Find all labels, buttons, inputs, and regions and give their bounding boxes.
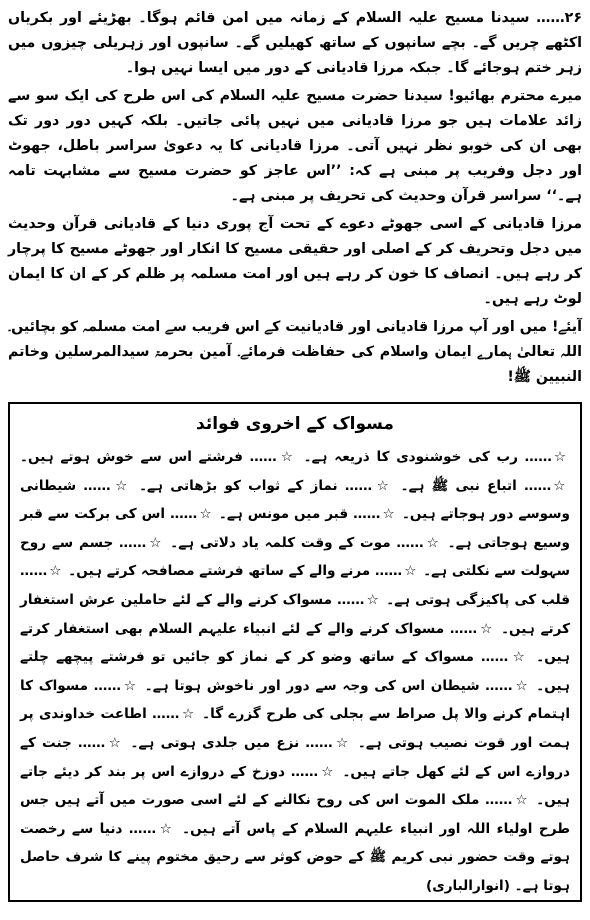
benefit-text: …… شیطان اس کی وجہ سے دور اور ناخوش ہوتا ہے۔ xyxy=(139,677,513,694)
benefit-text: …… موت کے وقت کلمہ یاد دلاتی ہے۔ xyxy=(164,534,424,551)
benefit-text: …… شیطانی وسوسے دور ہوجاتے ہیں۔ xyxy=(20,477,570,523)
paragraph-qadiani-claim: مرزا قادیانی کے اسی جھوٹے دعوے کے تحت آج پوری دنیا کے قادیانی قرآن وحدیث میں دجل وتحریف کر کے اصلی اور حقیقی مسیح کا انکار اور جھوٹے مسیح کا پرچار کر رہے ہیں۔ انصاف کا خون کر رہے ہیں اور امت مسلمہ پر ظلم کر کے ان کا ایمان لوٹ رہے ہیں۔ xyxy=(8,216,582,307)
benefit-text: …… ملک الموت اس کی روح نکالنے کے لئے اسی صورت میں آتے ہیں جس طرح اولیاء اللہ اور انبیاء علیہم السلام کے پاس آتے ہیں۔ xyxy=(20,792,570,837)
star-icon: ☆ xyxy=(374,477,392,494)
benefit-text: …… مسواک کرنے والے کے لئے انبیاء علیہم السلام بھی استغفار کرتے ہیں۔ xyxy=(20,620,570,666)
benefit-text: …… دنیا سے رخصت ہوتے وقت حضور نبی کریم ﷺ کے حوض کوثر سے رحیق مختوم پینے کا شرف حاصل ہوتا ہے۔ xyxy=(20,820,570,894)
star-icon: ☆ xyxy=(366,591,380,608)
benefit-text: …… مسواک کا اہتمام کرنے والا پل صراط سے بجلی کی طرح گزرے گا۔ xyxy=(20,677,570,723)
benefit-item xyxy=(393,478,570,494)
star-icon: ☆ xyxy=(320,763,335,780)
benefit-text: …… اتباع نبی ﷺ ہے۔ xyxy=(393,477,552,494)
star-icon: ☆ xyxy=(334,734,350,751)
miswak-benefits-box xyxy=(8,402,582,902)
star-icon: ☆ xyxy=(510,649,528,666)
star-icon: ☆ xyxy=(122,677,138,694)
benefit-item xyxy=(20,449,297,465)
benefit-text: …… قبر میں مونس ہے۔ xyxy=(213,506,381,523)
star-icon: ☆ xyxy=(404,563,417,580)
star-icon: ☆ xyxy=(514,677,529,694)
box-title: مسواک کے اخروی فوائد xyxy=(196,414,394,434)
star-icon: ☆ xyxy=(514,792,529,809)
star-icon: ☆ xyxy=(107,734,123,751)
star-icon: ☆ xyxy=(278,449,295,465)
star-icon: ☆ xyxy=(553,449,569,465)
star-icon: ☆ xyxy=(479,620,494,637)
star-icon: ☆ xyxy=(112,477,130,494)
benefit-text: …… نزع میں جلدی ہوتی ہے۔ xyxy=(124,734,333,751)
benefit-text: …… مسواک کرنے والے کے لئے حاملین عرش استغفار کرتے ہیں۔ xyxy=(20,591,570,637)
benefit-text: …… مسواک کے ساتھ وضو کر کے نماز کو جائیں تو فرشتے پیچھے چلتے ہیں۔ xyxy=(20,649,571,694)
benefits-list xyxy=(20,443,570,901)
star-icon: ☆ xyxy=(425,534,440,551)
paragraph-prayer: آیئے! میں اور آپ مرزا قادیانی اور قادیانیت کے اس فریب سے امت مسلمہ کو بچائیں۔ اللہ تعالیٰ ہمارے ایمان واسلام کی حفاظت فرمائے۔ آمین بحرمۃ سیدالمرسلین وخاتم النبیین ﷺ! xyxy=(8,319,582,385)
benefit-text: …… فرشتے اس سے خوش ہوتے ہیں۔ xyxy=(20,449,277,465)
paragraph-brothers: میرے محترم بھائیو! سیدنا حضرت مسیح علیہ السلام کی اس طرح کی ایک سو سے زائد علامات ہیں جو مرزا قادیانی میں نہیں پائی جاتیں۔ بلکہ کہیں دور دور تک بھی ان کی خوبو نظر نہیں آتی۔ مرزا قادیانی کا یہ دعویٰ سراسر باطل، جھوٹ اور دجل وفریب پر مبنی ہے کہ: ’’اس عاجز کو حضرت مسیح سے مشابہت تامہ ہے۔‘‘ سراسر قرآن وحدیث کی تحریف پر مبنی ہے۔ xyxy=(8,88,582,204)
point-26-text: سیدنا مسیح علیہ السلام کے زمانہ میں امن قائم ہوگا۔ بھڑیئے اور بکریاں اکٹھے چریں گے۔ بچے سانپوں کے ساتھ کھیلیں گے۔ سانپوں اور زہریلی چیزوں میں زہر ختم ہوجائے گا۔ جبکہ مرزا قادیانی کے دور میں ایسا نہیں ہوا۔ xyxy=(8,10,582,76)
benefit-text: …… جنت کے دروازے اس کے لئے کھل جاتے ہیں۔ xyxy=(20,734,571,780)
point-26-paragraph xyxy=(8,6,582,81)
benefit-text: …… رب کی خوشنودی کا ذریعہ ہے۔ xyxy=(296,449,552,465)
benefit-text: …… اطاعت خداوندی پر ہمت اور قوت نصیب ہوتی ہے۔ xyxy=(20,706,571,751)
star-icon: ☆ xyxy=(49,563,62,580)
benefit-item xyxy=(139,678,531,694)
benefit-text: …… دوزخ کے دروازے اس پر بند کر دیئے جاتے ہیں۔ xyxy=(20,763,570,809)
star-icon: ☆ xyxy=(199,506,212,523)
star-icon: ☆ xyxy=(553,477,568,494)
point-number: ۲۶…… xyxy=(536,10,582,26)
star-icon: ☆ xyxy=(148,534,163,551)
benefit-item xyxy=(297,449,570,465)
source-citation: (انوارالباری) xyxy=(426,877,510,894)
star-icon: ☆ xyxy=(158,820,174,837)
benefit-item xyxy=(63,563,418,579)
star-icon: ☆ xyxy=(382,506,395,523)
star-icon: ☆ xyxy=(181,706,195,723)
benefit-text: …… نماز کے ثواب کو بڑھاتی ہے۔ xyxy=(131,477,373,494)
benefit-text: …… قلب کی پاکیزگی ہوتی ہے۔ xyxy=(20,563,571,608)
benefit-text: …… جسم سے روح سہولت سے نکلتی ہے۔ xyxy=(20,534,570,580)
benefit-item xyxy=(132,478,394,494)
benefit-text: …… مرنے والے کے ساتھ فرشتے مصافحہ کرتے ہیں۔ xyxy=(63,563,403,580)
benefit-item xyxy=(214,506,397,522)
benefit-text: …… اس کی برکت سے قبر وسیع ہوجاتی ہے۔ xyxy=(20,506,570,551)
benefit-item xyxy=(164,535,441,551)
benefit-item xyxy=(124,735,351,751)
